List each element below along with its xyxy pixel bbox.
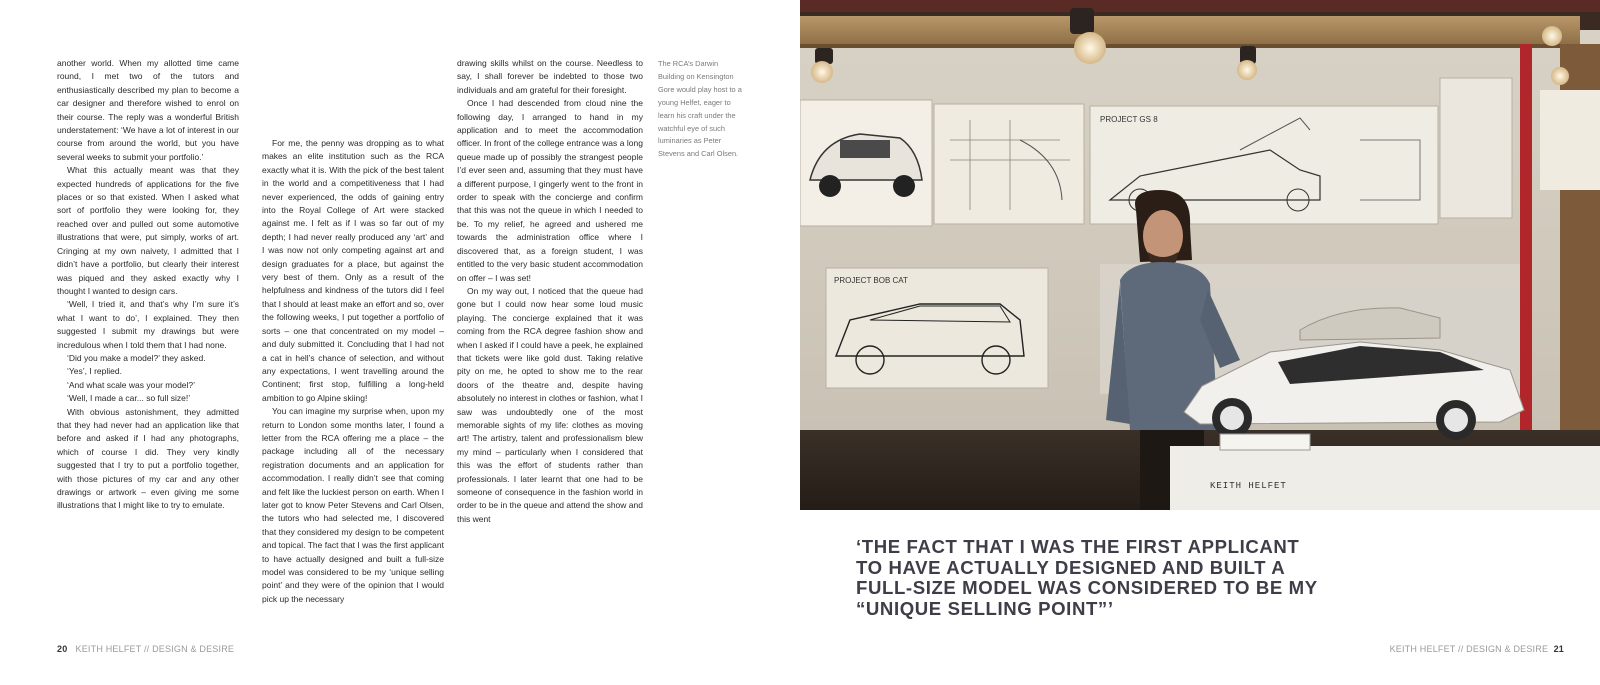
board-label: PROJECT GS 8 bbox=[1100, 115, 1158, 124]
sketch-board-bob-cat bbox=[826, 268, 1048, 388]
folio-right bbox=[1390, 644, 1564, 654]
paragraph: What this actually meant was that they expected hundreds of applications for the five places or so that existed. When I asked what sort of portfolio they were looking for, they reached over and pulled out some automotive illustrations that were, put simply, works of art. Cringing at my own naivety, I admitted that I didn’t have a portfolio, but clearly their interest was piqued and they asked exactly why I thought I wanted to design cars. bbox=[57, 165, 239, 296]
page-number: 21 bbox=[1553, 644, 1564, 654]
board-label: PROJECT BOB CAT bbox=[834, 276, 908, 285]
paragraph: You can imagine my surprise when, upon my return to London some months later, I found a letter from the RCA offering me a place – the package including all of the necessary registration documents and an application for accommodation. I really didn’t see that coming and felt like the luckiest person on earth. When I later got to know Peter Stevens and Carl Olsen, the tutors who had selected me, I discovered that they considered my design to be competent and topical. The fact that I was the first applicant to have actually designed and built a full-size model was considered to be my ‘unique selling point’ and they were of the opinion that I would pick up the necessary bbox=[262, 406, 444, 604]
sketch-board-front-view bbox=[800, 100, 932, 226]
paragraph: ‘Well, I tried it, and that’s why I’m sure it’s what I want to do’, I explained. They then suggested I submit my drawings but were incredulous when I told them that I had none. bbox=[57, 299, 239, 350]
right-page bbox=[800, 0, 1600, 685]
text-column-1 bbox=[57, 57, 239, 513]
spotlight bbox=[1237, 46, 1257, 80]
paragraph: another world. When my allotted time came round, I met two of the tutors and enthusiastically described my plan to become a car designer and therefore wished to enrol on their course. The reply was a wonderful British understatement: ‘We have a lot of interest in our course from around the world, but you have several weeks to submit your portfolio.’ bbox=[57, 58, 239, 162]
paragraph: On my way out, I noticed that the queue had gone but I could now hear some loud music playing. The concierge explained that it was coming from the RCA degree fashion show and when I asked if I could have a peek, he explained that tickets were like gold dust. Taking relative pity on me, he opted to show me to the rear doors of the theatre and, despite having absolutely no interest in clothes or fashion, what I saw was undoubtedly one of the most memorable sights of my life: clothes as moving art! The artistry, talent and professionalism blew my mind – particularly when I considered that this was the effort of students rather than professionals. I later learnt that one had to be someone of consequence in the fashion world in order to be in the queue and attend the show and this went bbox=[457, 285, 643, 524]
paragraph: drawing skills whilst on the course. Needless to say, I shall forever be indebted to those two individuals and am grateful for their foresight. bbox=[457, 58, 643, 95]
model-plaque: KEITH HELFET bbox=[1210, 481, 1287, 491]
paragraph: Once I had descended from cloud nine the following day, I arranged to hand in my application and to meet the accommodation officer. In front of the college entrance was a long queue made up of possibly the strangest people I’d ever seen and, assuming that they must have a different purpose, I gingerly went to the front in order to speak with the concierge and confirm that this was not the queue in which I needed to be. To my relief, he agreed and ushered me towards the administration office where I discovered that, as a foreign student, I was entitled to the very basic student accommodation on offer – I was set! bbox=[457, 98, 643, 283]
folio-left bbox=[57, 644, 234, 654]
pull-quote: ‘THE FACT THAT I WAS THE FIRST APPLICANT TO HAVE ACTUALLY DESIGNED AND BUILT A FULL-SIZE MODEL WAS CONSIDERED TO BE MY “UNIQUE SELLING POINT”’ bbox=[856, 536, 1318, 619]
running-footer: KEITH HELFET // DESIGN & DESIRE bbox=[75, 644, 235, 654]
sketch-board-technical bbox=[934, 104, 1084, 224]
paragraph: ‘Well, I made a car... so full size!’ bbox=[67, 393, 191, 404]
studio-photo bbox=[800, 0, 1600, 510]
text-column-3 bbox=[457, 57, 643, 526]
photo-caption: The RCA’s Darwin Building on Kensington Gore would play host to a young Helfet, eager to learn his craft under the watchful eye of such luminaries as Peter Stevens and Carl Olsen. bbox=[658, 59, 742, 159]
paragraph: ‘Yes’, I replied. bbox=[67, 366, 122, 377]
text-column-2 bbox=[262, 137, 444, 606]
running-footer: KEITH HELFET // DESIGN & DESIRE bbox=[1389, 644, 1549, 654]
paragraph: For me, the penny was dropping as to what makes an elite institution such as the RCA exactly what it is. With the pick of the best talent in the world and a competitiveness that I had never experienced, the odds of gaining entry into the Royal College of Art were stacked against me. I felt as if I was so far out of my depth; I had never really produced any ‘art’ and I was now not only competing against art and design graduates for a place, but against the very best of them. Only as a result of the helpfulness and kindness of the tutors did I feel that I should at least make an effort and so, over the following weeks, I put together a portfolio of sorts – one that concentrated on my model – and duly submitted it. Concluding that I had not a cat in hell’s chance of selection, and without any expectations, I went travelling around the Continent; first stop, fulfilling a long-held ambition to go Alpine skiing! bbox=[262, 138, 444, 403]
paragraph: ‘Did you make a model?’ they asked. bbox=[67, 352, 206, 363]
paragraph: ‘And what scale was your model?’ bbox=[67, 379, 196, 390]
page-number: 20 bbox=[57, 644, 68, 654]
paragraph: With obvious astonishment, they admitted that they had never had an application like that before and asked if I had any photographs, which of course I did. They very kindly suggested that I try to put a portfolio together, with those pictures of my car and any other drawings or artwork – even giving me some illustrations that I might like to try to emulate. bbox=[57, 406, 239, 511]
